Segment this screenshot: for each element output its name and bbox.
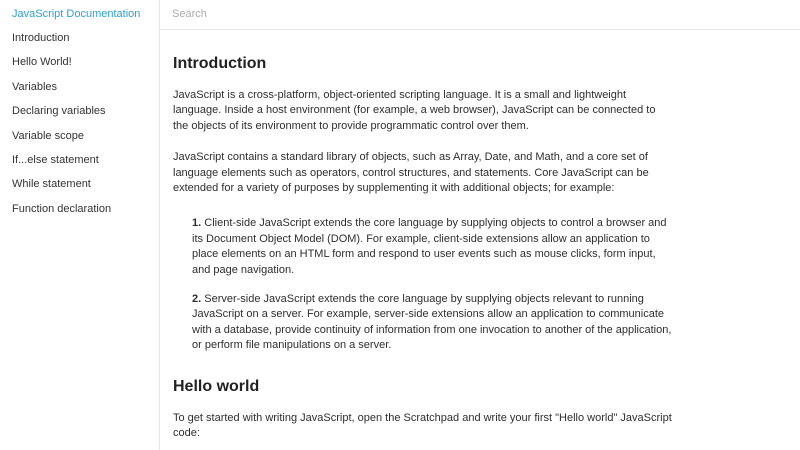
list-item-number: 1. [192,217,202,230]
sidebar-item-variables[interactable]: Variables [12,80,58,93]
sidebar-item-hello-world[interactable]: Hello World! [12,56,72,69]
list-item-number: 2. [192,293,202,306]
sidebar-item-introduction[interactable]: Introduction [12,32,70,44]
sidebar-item-function-declaration[interactable]: Function declaration [12,202,112,215]
section-hello-world [173,377,673,442]
list-item [192,216,673,278]
sidebar-title-link[interactable]: JavaScript Documentation [12,8,141,20]
intro-list [173,216,673,353]
sidebar-item-declaring-variables[interactable]: Declaring variables [12,105,106,118]
sidebar-item-while-statement[interactable]: While statement [12,178,91,191]
section-heading-hello-world: Hello world [173,377,260,395]
list-item-text: Client-side JavaScript extends the core language by supplying objects to control a browser and its Document Object Model (DOM). For example, client-side extensions allow an application to place elements on an HTML form and respond to user events such as mouse clicks, form input, and page navigation. [192,217,667,276]
intro-paragraph-1: JavaScript is a cross-platform, object-oriented scripting language. It is a small and lightweight language. Inside a host environment (for example, a web browser), JavaScript can be connected to the objects of its environment to provide programmatic control over them. [173,89,656,132]
list-item [192,292,673,354]
sidebar-nav-list [0,26,159,221]
search-input[interactable] [172,5,772,23]
intro-paragraph-2: JavaScript contains a standard library of objects, such as Array, Date, and Math, and a core set of language elements such as operators, control structures, and statements. Core JavaScript can be extended for a variety of purposes by supplementing it with additional objects; for example: [173,151,649,195]
sidebar-item-if-else-statement[interactable]: If...else statement [12,153,99,166]
sidebar-item-variable-scope[interactable]: Variable scope [12,129,84,142]
main-content [173,30,673,450]
sidebar [0,0,160,450]
section-heading-introduction: Introduction [173,55,267,72]
top-bar [160,0,800,30]
list-item-text: Server-side JavaScript extends the core language by supplying objects relevant to running JavaScript on a server. For example, server-side extensions allow an application to communicate with a database, provide continuity of information from one invocation to another of the application, or perform file manipulations on a server. [192,293,672,352]
section-introduction [173,54,673,354]
hello-paragraph-1: To get started with writing JavaScript, open the Scratchpad and write your first "Hello world" JavaScript code: [173,411,672,440]
